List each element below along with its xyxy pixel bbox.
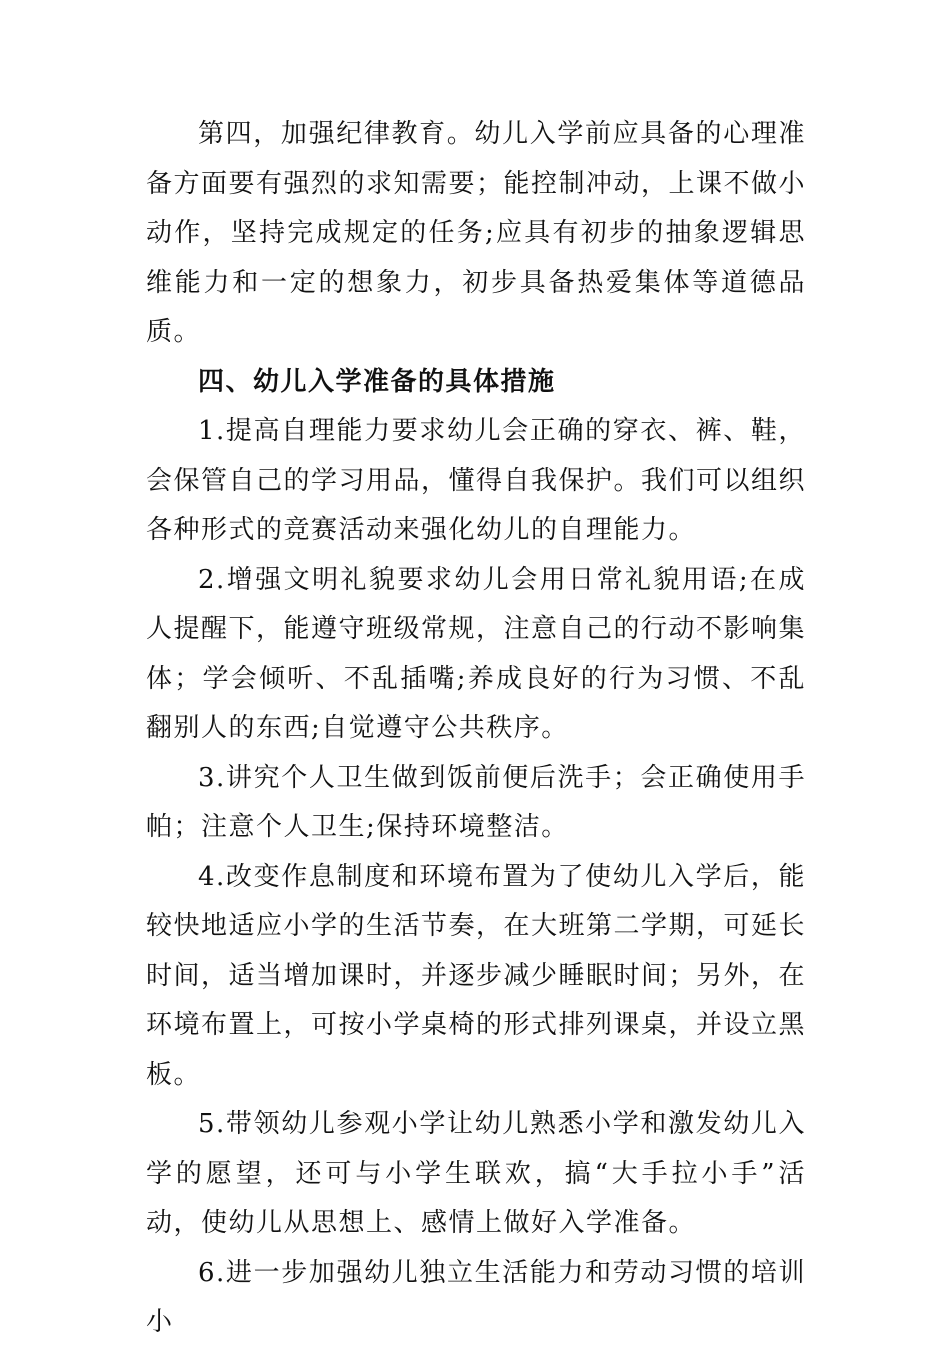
list-item-hygiene: 3.讲究个人卫生做到饭前便后洗手；会正确使用手帕；注意个人卫生;保持环境整洁。 — [146, 762, 806, 842]
list-item-school-visit: 5.带领幼儿参观小学让幼儿熟悉小学和激发幼儿入学的愿望，还可与小学生联欢，搞“大手拉小手”活动，使幼儿从思想上、感情上做好入学准备。 — [146, 1109, 806, 1238]
list-item-self-care: 1.提高自理能力要求幼儿会正确的穿衣、裤、鞋，会保管自己的学习用品，懂得自我保护。我们可以组织各种形式的竞赛活动来强化幼儿的自理能力。 — [146, 416, 807, 545]
document-body — [146, 110, 806, 1348]
list-item-independence: 6.进一步加强幼儿独立生活能力和劳动习惯的培训小 — [146, 1257, 806, 1337]
paragraph-discipline: 第四，加强纪律教育。幼儿入学前应具备的心理准备方面要有强烈的求知需要；能控制冲动，上课不做小动作，坚持完成规定的任务;应具有初步的抽象逻辑思维能力和一定的想象力，初步具备热爱集体等道德品质。 — [146, 119, 807, 347]
list-item-courtesy: 2.增强文明礼貌要求幼儿会用日常礼貌用语;在成人提醒下，能遵守班级常规，注意自己的行动不影响集体；学会倾听、不乱插嘴;养成良好的行为习惯、不乱翻别人的东西;自觉遵守公共秩序。 — [146, 564, 807, 743]
section-heading: 四、幼儿入学准备的具体措施 — [198, 366, 556, 397]
list-item-schedule: 4.改变作息制度和环境布置为了使幼儿入学后，能较快地适应小学的生活节奏，在大班第二学期，可延长时间，适当增加课时，并逐步减少睡眠时间；另外，在环境布置上，可按小学桌椅的形式排列课桌，并设立黑板。 — [146, 861, 807, 1090]
